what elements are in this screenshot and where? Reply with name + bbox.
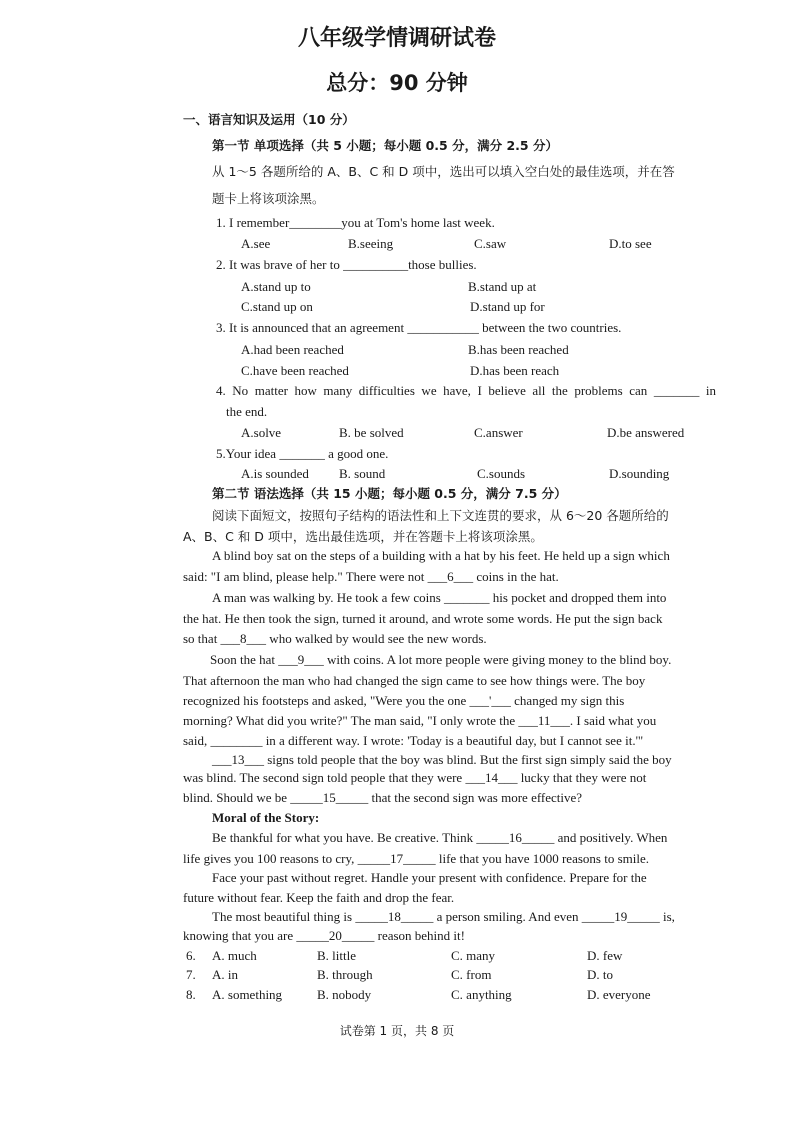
q7-option-c: C. from [451, 967, 492, 982]
q5-option-c: C.sounds [477, 466, 526, 481]
q6-option-c: C. many [451, 948, 496, 963]
q2-option-d: D.stand up for [470, 299, 545, 314]
question-2-stem: 2. It was brave of her to __________those bullies. [216, 257, 477, 272]
q4-option-c: C.answer [474, 425, 523, 440]
q3-option-b: B.has been reached [468, 342, 569, 357]
passage-line: That afternoon the man who had changed the sign came to see how things were. The boy [183, 673, 646, 688]
question-4-stem: 4. No matter how many difficulties we have, I believe all the problems can _______ in [216, 383, 716, 398]
moral-heading: Moral of the Story: [212, 810, 320, 825]
passage-line: morning? What did you write?" The man said, "I only wrote the ___11___. I said what you [183, 713, 657, 728]
passage-line: recognized his footsteps and asked, "Were you the one ___'___ changed my sign this [183, 693, 625, 708]
q7-option-a: A. in [212, 967, 238, 982]
question-4-continuation: the end. [226, 404, 268, 419]
q7-option-b: B. through [317, 967, 373, 982]
q7-number: 7. [186, 967, 196, 982]
q2-option-c: C.stand up on [241, 299, 313, 314]
q6-number: 6. [186, 948, 196, 963]
question-5-stem: 5.Your idea _______ a good one. [216, 446, 389, 461]
passage-line: was blind. The second sign told people that they were ___14___ lucky that they were not [183, 770, 647, 785]
q1-option-b: B.seeing [348, 236, 394, 251]
sec1-instruction-1: 从 1～5 各题所给的 A、B、C 和 D 项中，选出可以填入空白处的最佳选项，并在答 [212, 164, 675, 179]
q4-option-d: D.be answered [607, 425, 685, 440]
q7-option-d: D. to [587, 967, 613, 982]
q8-option-a: A. something [212, 987, 283, 1002]
q1-option-a: A.see [241, 236, 271, 251]
q2-option-a: A.stand up to [241, 279, 311, 294]
moral-line: life gives you 100 reasons to cry, _____17_____ life that you have 1000 reasons to smile. [183, 851, 649, 866]
passage-line: said: "I am blind, please help." There were not ___6___ coins in the hat. [183, 569, 559, 584]
q3-option-c: C.have been reached [241, 363, 349, 378]
q8-option-d: D. everyone [587, 987, 651, 1002]
q5-option-b: B. sound [339, 466, 386, 481]
q8-option-c: C. anything [451, 987, 512, 1002]
passage-line: said, ________ in a different way. I wrote: 'Today is a beautiful day, but I cannot see it.'" [183, 733, 644, 748]
passage-line: blind. Should we be _____15_____ that the second sign was more effective? [183, 790, 583, 805]
sec1-instruction-2: 题卡上将该项涂黑。 [212, 191, 325, 206]
q5-option-d: D.sounding [609, 466, 670, 481]
q4-option-b: B. be solved [339, 425, 404, 440]
sec2-instruction-2: A、B、C 和 D 项中，选出最佳选项，并在答题卡上将该项涂黑。 [183, 529, 543, 544]
question-1-stem: 1. I remember________you at Tom's home last week. [216, 215, 495, 230]
moral-line: Be thankful for what you have. Be creative. Think _____16_____ and positively. When [212, 830, 668, 845]
passage-line: A man was walking by. He took a few coins _______ his pocket and dropped them into [212, 590, 667, 605]
passage-line: Soon the hat ___9___ with coins. A lot more people were giving money to the blind boy. [210, 652, 672, 667]
page-subtitle: 总分：90 分钟 [326, 71, 468, 95]
passage-line: the hat. He then took the sign, turned it around, and wrote some words. He put the sign back [183, 611, 663, 626]
moral-line: future without fear. Keep the faith and drop the fear. [183, 890, 455, 905]
q5-option-a: A.is sounded [241, 466, 309, 481]
q8-number: 8. [186, 987, 196, 1002]
q4-option-a: A.solve [241, 425, 282, 440]
moral-line: knowing that you are _____20_____ reason behind it! [183, 928, 465, 943]
passage-line: ___13___ signs told people that the boy was blind. But the first sign simply said the boy [212, 752, 672, 767]
q6-option-d: D. few [587, 948, 623, 963]
part1-heading: 一、语言知识及运用（10 分） [183, 112, 355, 127]
q1-option-c: C.saw [474, 236, 507, 251]
sec2-heading: 第二节 语法选择（共 15 小题；每小题 0.5 分，满分 7.5 分） [212, 486, 567, 501]
q1-option-d: D.to see [609, 236, 652, 251]
q2-option-b: B.stand up at [468, 279, 537, 294]
page-footer: 试卷第 1 页，共 8 页 [339, 1024, 455, 1038]
passage-line: A blind boy sat on the steps of a building with a hat by his feet. He held up a sign which [212, 548, 670, 563]
q3-option-a: A.had been reached [241, 342, 344, 357]
passage-line: so that ___8___ who walked by would see the new words. [183, 631, 487, 646]
sec1-heading: 第一节 单项选择（共 5 小题；每小题 0.5 分，满分 2.5 分） [212, 138, 558, 153]
page-title: 八年级学情调研试卷 [297, 26, 496, 51]
sec2-instruction-1: 阅读下面短文，按照句子结构的语法性和上下文连贯的要求，从 6～20 各题所给的 [212, 508, 669, 523]
moral-line: Face your past without regret. Handle your present with confidence. Prepare for the [212, 870, 647, 885]
q3-option-d: D.has been reach [470, 363, 560, 378]
q6-option-b: B. little [317, 948, 356, 963]
q6-option-a: A. much [212, 948, 257, 963]
q8-option-b: B. nobody [317, 987, 372, 1002]
moral-line: The most beautiful thing is _____18_____ a person smiling. And even _____19_____ is, [212, 909, 675, 924]
question-3-stem: 3. It is announced that an agreement ___________ between the two countries. [216, 320, 622, 335]
